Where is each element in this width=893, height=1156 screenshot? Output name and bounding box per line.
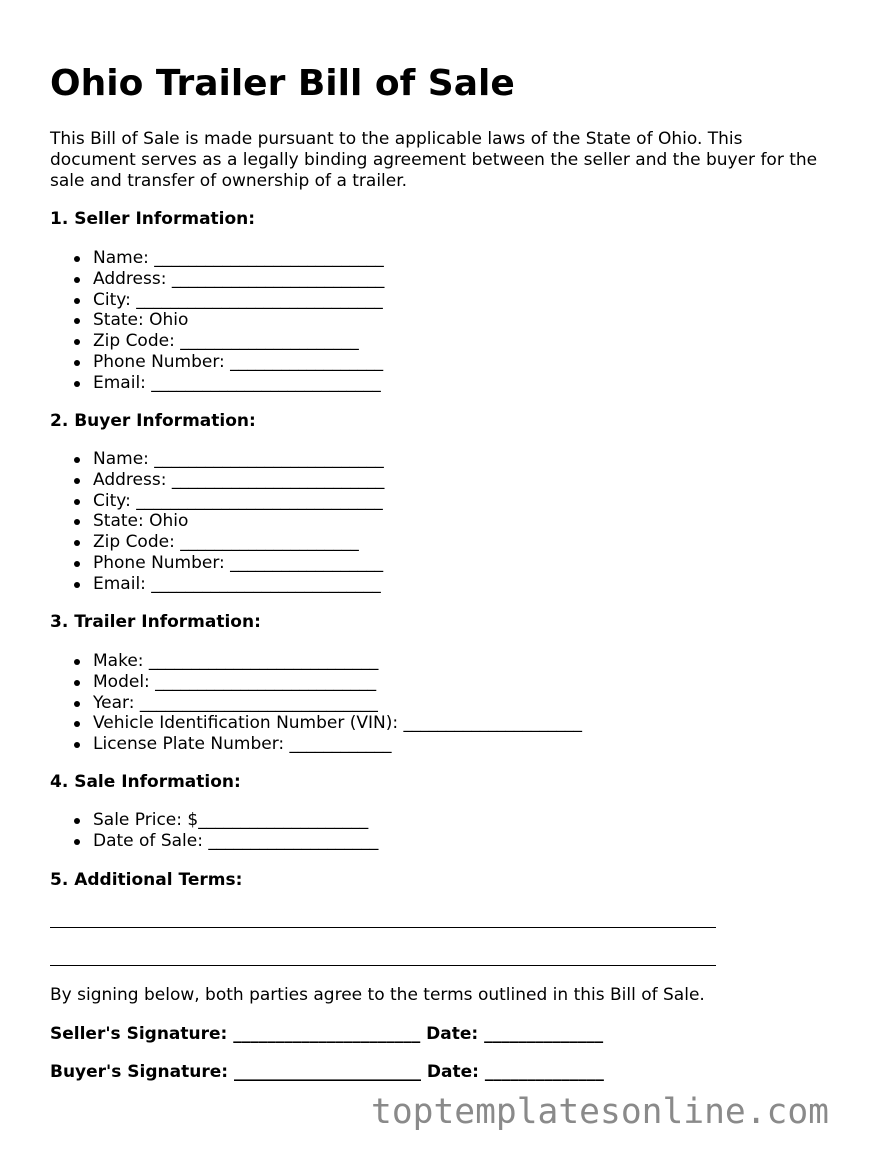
seller-section-heading: 1. Seller Information: — [50, 209, 256, 229]
trailer-make-field[interactable]: Make: ___________________________ — [50, 651, 582, 672]
intro-paragraph — [50, 129, 850, 192]
additional-terms-line[interactable] — [50, 965, 716, 966]
trailer-vin-field[interactable]: Vehicle Identification Number (VIN): _____________________ — [50, 713, 582, 734]
trailer-model-field[interactable]: Model: __________________________ — [50, 672, 582, 693]
seller-signature-line[interactable]: Seller's Signature: ______________________ Date: ______________ — [50, 1024, 604, 1044]
document-title: Ohio Trailer Bill of Sale — [50, 63, 515, 104]
seller-name-field[interactable]: Name: ___________________________ — [50, 248, 384, 269]
agreement-statement: By signing below, both parties agree to the terms outlined in this Bill of Sale. — [50, 985, 705, 1005]
buyer-signature-line[interactable]: Buyer's Signature: ______________________ Date: ______________ — [50, 1062, 604, 1082]
intro-line: sale and transfer of ownership of a trailer. — [50, 171, 408, 191]
trailer-section-heading: 3. Trailer Information: — [50, 612, 261, 632]
seller-email-field[interactable]: Email: ___________________________ — [50, 373, 384, 394]
seller-city-field[interactable]: City: _____________________________ — [50, 290, 384, 311]
trailer-year-field[interactable]: Year: ____________________________ — [50, 693, 582, 714]
sale-price-field[interactable]: Sale Price: $____________________ — [50, 810, 378, 831]
trailer-fields-list — [50, 651, 582, 755]
additional-terms-line[interactable] — [50, 927, 716, 928]
buyer-fields-list — [50, 449, 384, 595]
seller-address-field[interactable]: Address: _________________________ — [50, 269, 384, 290]
sale-date-field[interactable]: Date of Sale: ____________________ — [50, 831, 378, 852]
watermark-text: toptemplatesonline.com — [371, 1092, 829, 1132]
buyer-city-field[interactable]: City: _____________________________ — [50, 491, 384, 512]
seller-zip-field[interactable]: Zip Code: _____________________ — [50, 331, 384, 352]
seller-phone-field[interactable]: Phone Number: __________________ — [50, 352, 384, 373]
buyer-address-field[interactable]: Address: _________________________ — [50, 470, 384, 491]
buyer-phone-field[interactable]: Phone Number: __________________ — [50, 553, 384, 574]
sale-fields-list — [50, 810, 378, 852]
intro-line: This Bill of Sale is made pursuant to the applicable laws of the State of Ohio. This — [50, 129, 743, 149]
seller-state-field: State: Ohio — [50, 310, 384, 331]
trailer-plate-field[interactable]: License Plate Number: ____________ — [50, 734, 582, 755]
sale-section-heading: 4. Sale Information: — [50, 772, 241, 792]
seller-fields-list — [50, 248, 384, 394]
buyer-section-heading: 2. Buyer Information: — [50, 411, 256, 431]
terms-section-heading: 5. Additional Terms: — [50, 870, 243, 890]
intro-line: document serves as a legally binding agreement between the seller and the buyer for the — [50, 150, 818, 170]
buyer-name-field[interactable]: Name: ___________________________ — [50, 449, 384, 470]
buyer-state-field: State: Ohio — [50, 511, 384, 532]
buyer-zip-field[interactable]: Zip Code: _____________________ — [50, 532, 384, 553]
buyer-email-field[interactable]: Email: ___________________________ — [50, 574, 384, 595]
